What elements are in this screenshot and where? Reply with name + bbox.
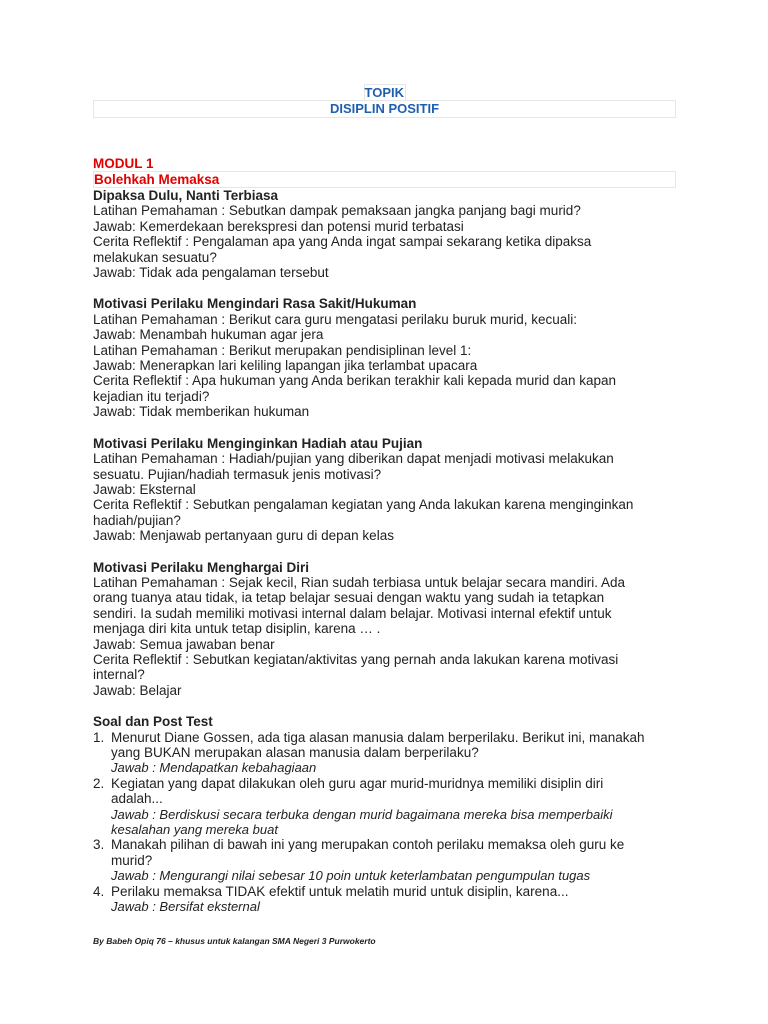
section-line: Cerita Reflektif : Apa hukuman yang Anda berikan terakhir kali kepada murid dan kapan	[93, 373, 617, 389]
question-line: Kegiatan yang dapat dilakukan oleh guru agar murid-muridnya memiliki disiplin diri	[111, 775, 604, 791]
section-line: melakukan sesuatu?	[93, 249, 217, 265]
topic-label: TOPIK	[364, 85, 404, 100]
test-item	[93, 837, 676, 883]
section-line: Latihan Pemahaman : Sejak kecil, Rian sudah terbiasa untuk belajar secara mandiri. Ada	[93, 574, 626, 590]
topic-title-box	[93, 100, 676, 118]
section-line: Jawab: Eksternal	[93, 481, 196, 497]
module-label: MODUL 1	[93, 156, 154, 171]
section-line: Cerita Reflektif : Sebutkan kegiatan/aktivitas yang pernah anda lakukan karena motivasi	[93, 651, 619, 667]
answer-line: Jawab : Mengurangi nilai sebesar 10 poin untuk keterlambatan pengumpulan tugas	[111, 868, 591, 884]
section-heading: Motivasi Perilaku Menginginkan Hadiah atau Pujian	[93, 435, 423, 451]
question-line: Manakah pilihan di bawah ini yang merupakan contoh perilaku memaksa oleh guru ke	[111, 837, 625, 853]
section-heading: Dipaksa Dulu, Nanti Terbiasa	[93, 188, 279, 203]
topic-title: DISIPLIN POSITIF	[329, 101, 440, 116]
section-line: kejadian itu terjadi?	[93, 388, 210, 404]
test-item-body	[111, 837, 676, 883]
section	[93, 188, 676, 280]
section-line: Latihan Pemahaman : Berikut merupakan pendisiplinan level 1:	[93, 342, 472, 358]
document-page	[93, 84, 676, 914]
section-line: internal?	[93, 667, 145, 683]
test-item-number: 3.	[93, 837, 105, 853]
answer-line: kesalahan yang mereka buat	[111, 822, 278, 838]
question-line: Perilaku memaksa TIDAK efektif untuk melatih murid untuk disiplin, karena...	[111, 883, 569, 899]
section	[93, 560, 676, 699]
test-item-body	[111, 730, 676, 776]
question-line: murid?	[111, 852, 153, 868]
section-line: Jawab: Semua jawaban benar	[93, 636, 275, 652]
test-item	[93, 884, 676, 915]
test-item-number: 2.	[93, 775, 105, 791]
question-line: adalah...	[111, 791, 163, 807]
section-line: Cerita Reflektif : Pengalaman apa yang Anda ingat sampai sekarang ketika dipaksa	[93, 234, 592, 250]
sections	[93, 188, 676, 698]
section-line: Jawab: Menambah hukuman agar jera	[93, 327, 324, 343]
test-item	[93, 776, 676, 838]
section-line: Latihan Pemahaman : Hadiah/pujian yang diberikan dapat menjadi motivasi melakukan	[93, 451, 614, 467]
section	[93, 436, 676, 544]
question-line: Menurut Diane Gossen, ada tiga alasan manusia dalam berperilaku. Berikut ini, manakah	[111, 729, 645, 745]
section-heading: Motivasi Perilaku Menghargai Diri	[93, 559, 310, 575]
section-line: Cerita Reflektif : Sebutkan pengalaman kegiatan yang Anda lakukan karena menginginkan	[93, 497, 634, 513]
answer-line: Jawab : Bersifat eksternal	[111, 899, 260, 915]
test-item	[93, 730, 676, 776]
section-line: hadiah/pujian?	[93, 512, 181, 528]
section-line: Latihan Pemahaman : Berikut cara guru mengatasi perilaku buruk murid, kecuali:	[93, 311, 578, 327]
section-line: Jawab: Menjawab pertanyaan guru di depan kelas	[93, 528, 394, 544]
title-block	[93, 84, 676, 118]
section	[93, 296, 676, 419]
section-line: menjaga diri kita untuk tetap disiplin, karena … .	[93, 621, 381, 637]
test-item-body	[111, 884, 676, 915]
answer-line: Jawab : Berdiskusi secara terbuka dengan murid bagaimana mereka bisa memperbaiki	[111, 806, 613, 822]
section-line: orang tuanya atau tidak, ia tetap belajar sesuai dengan waktu yang sudah ia tetapkan	[93, 590, 605, 606]
section-line: sesuatu. Pujian/hadiah termasuk jenis motivasi?	[93, 466, 382, 482]
section-line: Jawab: Tidak ada pengalaman tersebut	[93, 265, 329, 281]
test-list	[93, 730, 676, 915]
section-line: Jawab: Menerapkan lari keliling lapangan jika terlambat upacara	[93, 358, 478, 374]
test-heading: Soal dan Post Test	[93, 714, 213, 730]
section-line: Jawab: Kemerdekaan berekspresi dan potensi murid terbatasi	[93, 218, 464, 234]
test-item-number: 4.	[93, 883, 105, 899]
section-line: sendiri. Ia sudah memiliki motivasi internal dalam belajar. Motivasi internal efektif untuk	[93, 605, 612, 621]
module-subtitle: Bolehkah Memaksa	[93, 171, 676, 188]
section-line: Latihan Pemahaman : Sebutkan dampak pemaksaan jangka panjang bagi murid?	[93, 203, 581, 219]
answer-line: Jawab : Mendapatkan kebahagiaan	[111, 760, 317, 776]
footer-credit: By Babeh Opiq 76 – khusus untuk kalangan SMA Negeri 3 Purwokerto	[93, 936, 376, 946]
test-item-body	[111, 776, 676, 838]
section-line: Jawab: Belajar	[93, 682, 182, 698]
test-item-number: 1.	[93, 729, 105, 745]
question-line: yang BUKAN merupakan alasan manusia dalam berperilaku?	[111, 745, 479, 760]
section-line: Jawab: Tidak memberikan hukuman	[93, 404, 310, 420]
section-heading: Motivasi Perilaku Mengindari Rasa Sakit/Hukuman	[93, 296, 417, 312]
